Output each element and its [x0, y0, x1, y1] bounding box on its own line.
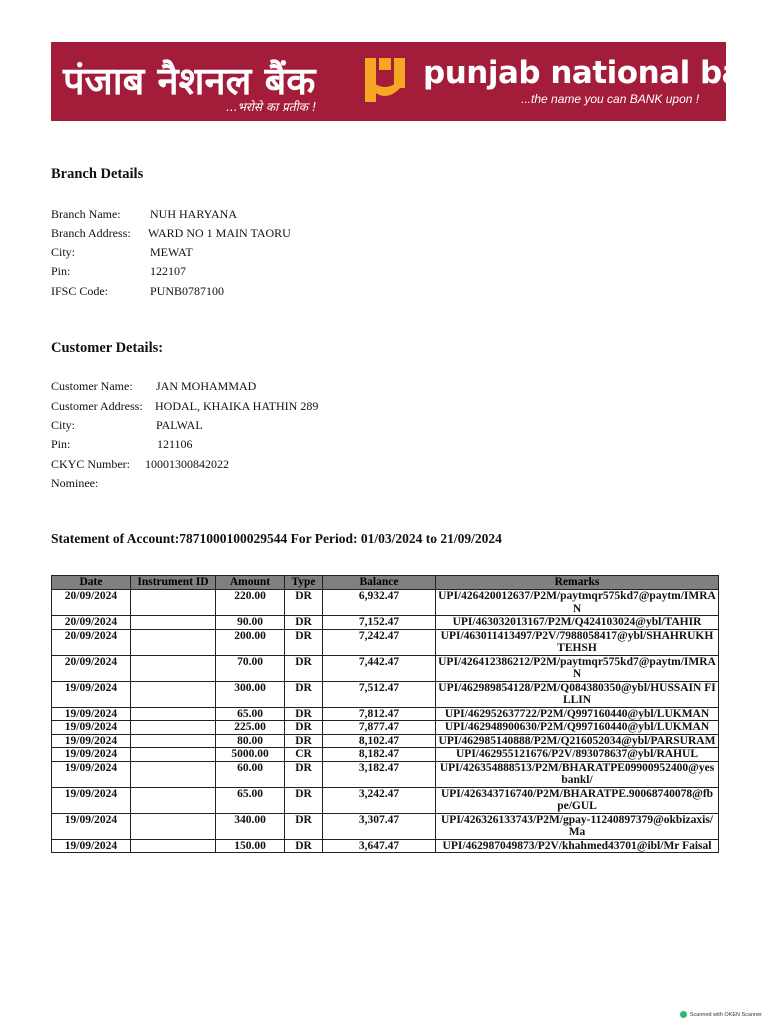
- table-row: [52, 655, 719, 681]
- balance-cell: 8,182.47: [323, 748, 436, 762]
- amount-cell: 150.00: [216, 839, 285, 853]
- type-cell: DR: [285, 761, 323, 787]
- instrument-id-cell: [131, 590, 216, 616]
- statement-heading: [51, 531, 502, 547]
- type-cell: DR: [285, 681, 323, 707]
- table-row: [52, 748, 719, 762]
- pnb-logo-icon: [357, 52, 413, 108]
- balance-cell: 3,647.47: [323, 839, 436, 853]
- column-header-instrument-id: Instrument ID: [131, 576, 216, 590]
- field-label: Branch Name:: [51, 207, 121, 221]
- field-label: Nominee:: [51, 476, 99, 490]
- balance-cell: 6,932.47: [323, 590, 436, 616]
- field-label: Pin:: [51, 264, 71, 278]
- statement-account-number: 7871000100029544: [179, 531, 288, 546]
- table-row: [52, 761, 719, 787]
- statement-prefix: Statement of Account:: [51, 531, 180, 546]
- date-cell: 19/09/2024: [52, 813, 131, 839]
- type-cell: DR: [285, 839, 323, 853]
- table-row: [52, 839, 719, 853]
- amount-cell: 65.00: [216, 787, 285, 813]
- balance-cell: 7,512.47: [323, 681, 436, 707]
- date-cell: 19/09/2024: [52, 839, 131, 853]
- transactions-body: [52, 590, 719, 853]
- table-row: [52, 616, 719, 630]
- field-label: City:: [51, 245, 76, 259]
- field-label: Pin:: [51, 437, 71, 451]
- column-header-remarks: Remarks: [436, 576, 719, 590]
- instrument-id-cell: [131, 655, 216, 681]
- balance-cell: 7,152.47: [323, 616, 436, 630]
- field-label: City:: [51, 418, 76, 432]
- balance-cell: 8,102.47: [323, 734, 436, 748]
- balance-cell: 3,307.47: [323, 813, 436, 839]
- remarks-cell: UPI/463032013167/P2M/Q424103024@ybl/TAHIR: [436, 616, 719, 630]
- field-value: NUH HARYANA: [150, 207, 238, 221]
- date-cell: 19/09/2024: [52, 787, 131, 813]
- instrument-id-cell: [131, 629, 216, 655]
- date-cell: 20/09/2024: [52, 590, 131, 616]
- table-row: [52, 629, 719, 655]
- remarks-cell: UPI/463011413497/P2V/7988058417@ybl/SHAHRUKH TEHSH: [436, 629, 719, 655]
- field-value: 121106: [157, 437, 193, 451]
- bank-banner: [51, 42, 784, 121]
- date-cell: 19/09/2024: [52, 681, 131, 707]
- branch-details-title: Branch Details: [51, 166, 144, 182]
- balance-cell: 3,242.47: [323, 787, 436, 813]
- bank-english-tagline: ...the name you can BANK upon !: [521, 92, 700, 106]
- scanner-logo-icon: [680, 1011, 687, 1018]
- type-cell: DR: [285, 813, 323, 839]
- type-cell: DR: [285, 616, 323, 630]
- amount-cell: 90.00: [216, 616, 285, 630]
- field-value: HODAL, KHAIKA HATHIN 289: [155, 399, 319, 413]
- type-cell: DR: [285, 629, 323, 655]
- amount-cell: 220.00: [216, 590, 285, 616]
- column-header-type: Type: [285, 576, 323, 590]
- type-cell: DR: [285, 655, 323, 681]
- instrument-id-cell: [131, 616, 216, 630]
- statement-period-label: For Period:: [287, 531, 361, 546]
- field-value: 10001300842022: [145, 457, 229, 471]
- field-value: MEWAT: [150, 245, 193, 259]
- bank-english-name: punjab national bank: [423, 55, 784, 91]
- remarks-cell: UPI/426354888513/P2M/BHARATPE09900952400@yesbankl/: [436, 761, 719, 787]
- type-cell: DR: [285, 707, 323, 721]
- remarks-cell: UPI/462955121676/P2V/893078637@ybl/RAHUL: [436, 748, 719, 762]
- field-value: PALWAL: [156, 418, 203, 432]
- column-header-amount: Amount: [216, 576, 285, 590]
- transactions-table: [51, 575, 719, 853]
- type-cell: DR: [285, 787, 323, 813]
- amount-cell: 300.00: [216, 681, 285, 707]
- column-header-date: Date: [52, 576, 131, 590]
- balance-cell: 3,182.47: [323, 761, 436, 787]
- table-row: [52, 787, 719, 813]
- date-cell: 20/09/2024: [52, 616, 131, 630]
- remarks-cell: UPI/426420012637/P2M/paytmqr575kd7@paytm/IMRAN: [436, 590, 719, 616]
- scanner-watermark: [680, 1011, 762, 1018]
- field-value: 122107: [150, 264, 186, 278]
- remarks-cell: UPI/426343716740/P2M/BHARATPE.90068740078@fbpe/GUL: [436, 787, 719, 813]
- amount-cell: 225.00: [216, 721, 285, 735]
- balance-cell: 7,242.47: [323, 629, 436, 655]
- table-row: [52, 721, 719, 735]
- table-row: [52, 707, 719, 721]
- remarks-cell: UPI/426412386212/P2M/paytmqr575kd7@paytm/IMRAN: [436, 655, 719, 681]
- amount-cell: 340.00: [216, 813, 285, 839]
- column-header-balance: Balance: [323, 576, 436, 590]
- instrument-id-cell: [131, 761, 216, 787]
- table-header-row: [52, 576, 719, 590]
- field-value: WARD NO 1 MAIN TAORU: [148, 226, 291, 240]
- field-label: Branch Address:: [51, 226, 131, 240]
- type-cell: DR: [285, 721, 323, 735]
- table-row: [52, 813, 719, 839]
- scanner-label: Scanned with OKEN Scanner: [689, 1011, 762, 1018]
- field-label: Customer Address:: [51, 399, 143, 413]
- table-row: [52, 681, 719, 707]
- amount-cell: 200.00: [216, 629, 285, 655]
- table-row: [52, 590, 719, 616]
- balance-cell: 7,442.47: [323, 655, 436, 681]
- field-value: JAN MOHAMMAD: [156, 379, 257, 393]
- table-row: [52, 734, 719, 748]
- remarks-cell: UPI/462985140888/P2M/Q216052034@ybl/PARSURAM: [436, 734, 719, 748]
- field-label: CKYC Number:: [51, 457, 130, 471]
- remarks-cell: UPI/462948900630/P2M/Q997160440@ybl/LUKMAN: [436, 721, 719, 735]
- field-value: PUNB0787100: [150, 284, 225, 298]
- balance-cell: 7,812.47: [323, 707, 436, 721]
- field-label: IFSC Code:: [51, 284, 109, 298]
- remarks-cell: UPI/462952637722/P2M/Q997160440@ybl/LUKMAN: [436, 707, 719, 721]
- balance-cell: 7,877.47: [323, 721, 436, 735]
- date-cell: 20/09/2024: [52, 629, 131, 655]
- date-cell: 19/09/2024: [52, 734, 131, 748]
- amount-cell: 65.00: [216, 707, 285, 721]
- remarks-cell: UPI/426326133743/P2M/gpay-11240897379@okbizaxis/Ma: [436, 813, 719, 839]
- field-label: Customer Name:: [51, 379, 133, 393]
- instrument-id-cell: [131, 787, 216, 813]
- instrument-id-cell: [131, 813, 216, 839]
- customer-details-title: Customer Details:: [51, 340, 164, 356]
- date-cell: 19/09/2024: [52, 761, 131, 787]
- remarks-cell: UPI/462989854128/P2M/Q084380350@ybl/HUSSAIN FILLIN: [436, 681, 719, 707]
- bank-hindi-tagline: ...भरोसे का प्रतीक !: [226, 100, 317, 114]
- amount-cell: 70.00: [216, 655, 285, 681]
- amount-cell: 5000.00: [216, 748, 285, 762]
- instrument-id-cell: [131, 839, 216, 853]
- bank-hindi-name: पंजाब नैशनल बैंक: [63, 59, 316, 103]
- instrument-id-cell: [131, 707, 216, 721]
- amount-cell: 80.00: [216, 734, 285, 748]
- date-cell: 19/09/2024: [52, 721, 131, 735]
- remarks-cell: UPI/462987049873/P2V/khahmed43701@ibl/Mr Faisal: [436, 839, 719, 853]
- amount-cell: 60.00: [216, 761, 285, 787]
- type-cell: CR: [285, 748, 323, 762]
- statement-period: 01/03/2024 to 21/09/2024: [360, 531, 502, 546]
- type-cell: DR: [285, 590, 323, 616]
- instrument-id-cell: [131, 734, 216, 748]
- instrument-id-cell: [131, 748, 216, 762]
- type-cell: DR: [285, 734, 323, 748]
- date-cell: 19/09/2024: [52, 748, 131, 762]
- date-cell: 19/09/2024: [52, 707, 131, 721]
- instrument-id-cell: [131, 721, 216, 735]
- date-cell: 20/09/2024: [52, 655, 131, 681]
- instrument-id-cell: [131, 681, 216, 707]
